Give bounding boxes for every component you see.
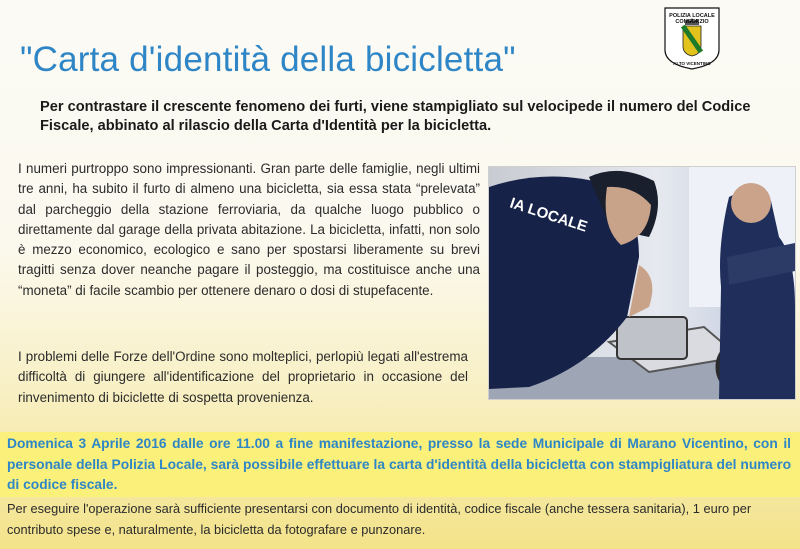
page-title: "Carta d'identità della bicicletta" xyxy=(20,40,516,79)
police-consortium-logo xyxy=(663,6,721,70)
intro-lede: Per contrastare il crescente fenomeno dei furti, viene stampigliato sul velocipede il numero del Codice Fiscale, abbinato al rilascio della Carta d'Identità per la bicicletta. xyxy=(40,99,751,134)
uniform-lettering: IA LOCALE xyxy=(507,194,590,236)
event-announcement: Domenica 3 Aprile 2016 dalle ore 11.00 a fine manifestazione, presso la sede Municipale di Marano Vicentino, con il personale della Polizia Locale, sarà possibile effettuare la carta d'identità della bicicletta con stampigliatura del numero di codice fiscale. xyxy=(7,436,791,492)
requirements-note: Per eseguire l'operazione sarà sufficiente presentarsi con documento di identità, codice fiscale (anche tessera sanitaria), 1 euro per contributo spese e, naturalmente, la bicicletta da fotografare e punzonare. xyxy=(7,501,752,537)
paragraph-problems: I problemi delle Forze dell'Ordine sono molteplici, perlopiù legati all'estrema difficoltà di giungere all'identificazione del proprietario in occasione del rinvenimento di biciclette di sospetta provenienza. xyxy=(18,349,468,405)
paragraph-statistics: I numeri purtroppo sono impressionanti. Gran parte delle famiglie, negli ultimi tre anni, ha subito il furto di almeno una bicicletta, sia essa stata “prelevata” dal parcheggio della stazione ferroviaria, da qualche luogo pubblico o direttamente dal garage della privata abitazione. La bicicletta, infatti, non solo è mezzo economico, ecologico e sano per spostarsi liberamente su brevi tragitti senza dover neanche pagare il posteggio, ma costituisce anche una “moneta” di facile scambio per ottenere denaro o dosi di stupefacente. xyxy=(18,161,480,298)
photo-illustration xyxy=(489,167,795,399)
logo-text-line2: CONSORZIO xyxy=(675,19,709,25)
logo-text-line3: ALTO VICENTINO xyxy=(673,61,711,66)
logo-text-line1: POLIZIA LOCALE xyxy=(669,13,715,19)
officers-photo xyxy=(488,166,796,400)
